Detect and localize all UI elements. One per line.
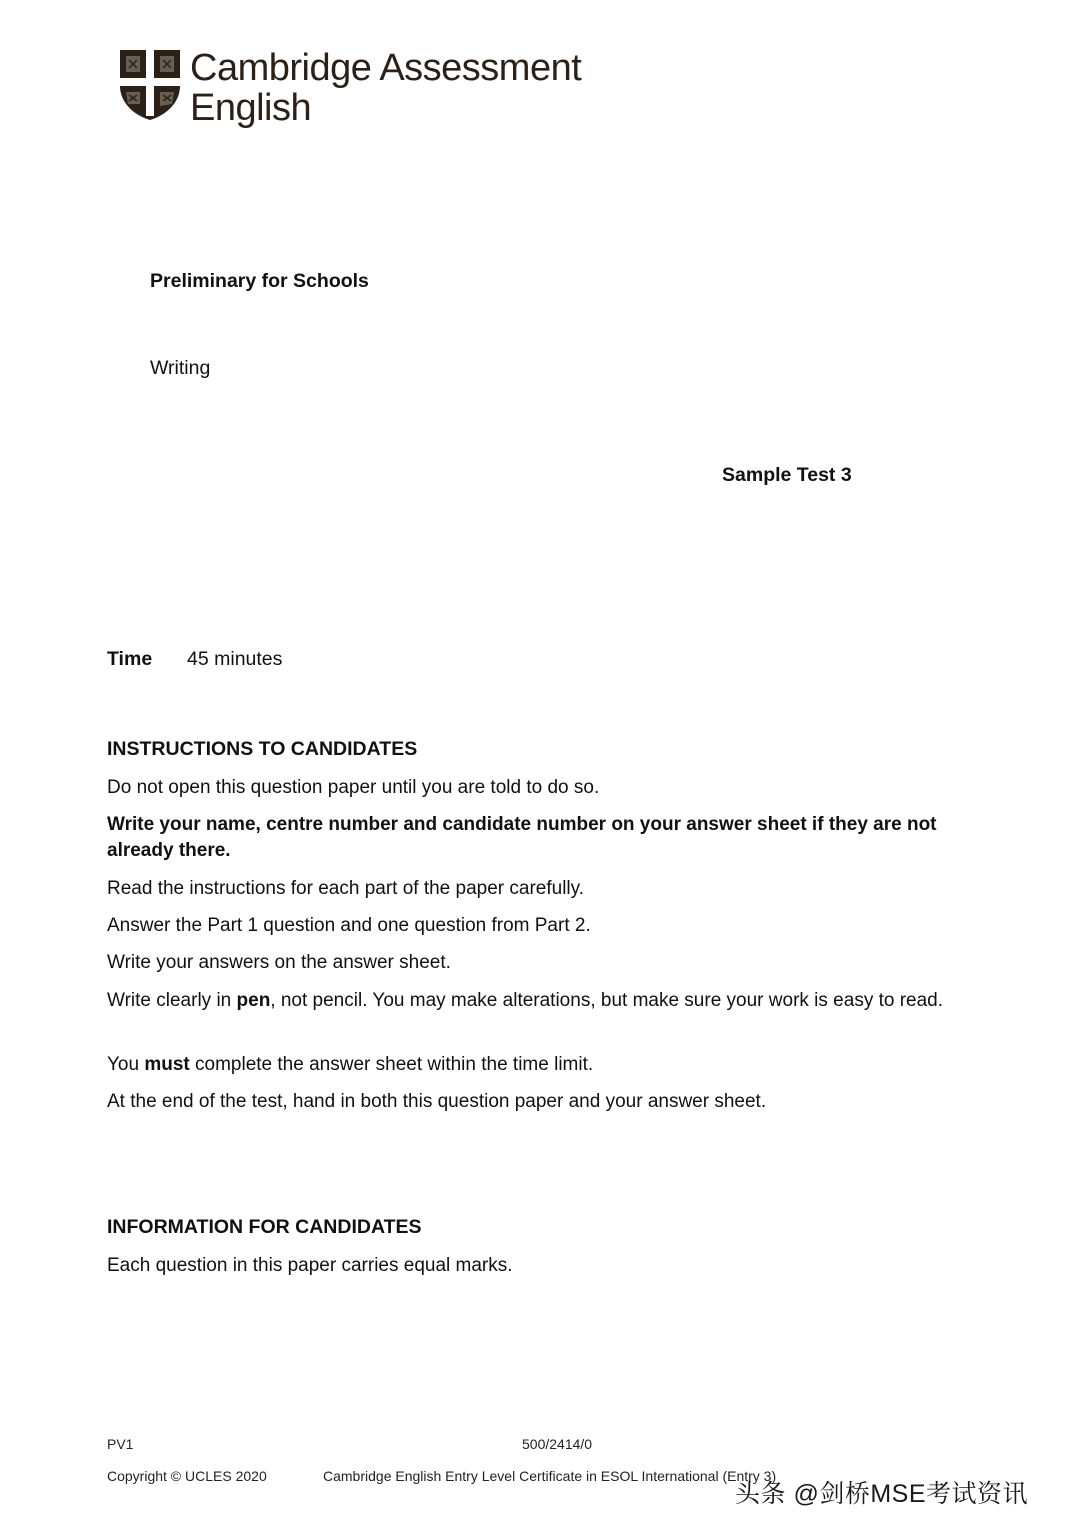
instruction-text: complete the answer sheet within the time limit. xyxy=(189,1054,594,1075)
copyright: Copyright © UCLES 2020 xyxy=(107,1468,267,1484)
watermark: 头条 @剑桥MSE考试资讯 xyxy=(735,1480,1028,1508)
org-name-line2: English xyxy=(190,87,312,129)
certificate-name: Cambridge English Entry Level Certificate in ESOL International (Entry 3) xyxy=(323,1468,777,1484)
org-name-line1: Cambridge Assessment xyxy=(190,47,582,89)
instruction-text: , not pencil. You may make alterations, but make sure your work is easy to read. xyxy=(270,990,944,1011)
instruction-line: Write your name, centre number and candidate number on your answer sheet if they are not already there. xyxy=(107,814,937,861)
time-row xyxy=(107,648,282,671)
cambridge-shield-icon xyxy=(118,48,182,122)
footer-code-left: PV1 xyxy=(107,1436,134,1452)
footer-code-center: 500/2414/0 xyxy=(522,1436,593,1452)
paper-name: Writing xyxy=(150,357,211,379)
test-label: Sample Test 3 xyxy=(722,464,852,486)
instruction-line: At the end of the test, hand in both this question paper and your answer sheet. xyxy=(107,1091,767,1112)
instruction-text: Write clearly in xyxy=(107,990,237,1011)
instruction-line xyxy=(107,1052,987,1078)
instruction-line: Read the instructions for each part of the paper carefully. xyxy=(107,878,585,899)
information-line: Each question in this paper carries equal marks. xyxy=(107,1255,513,1276)
cambridge-logo xyxy=(118,48,581,127)
instruction-line: Do not open this question paper until you are told to do so. xyxy=(107,777,600,798)
instruction-line xyxy=(107,988,987,1014)
instructions-heading: INSTRUCTIONS TO CANDIDATES xyxy=(107,738,418,760)
time-value: 45 minutes xyxy=(187,648,283,670)
instruction-emphasis: must xyxy=(144,1054,190,1075)
instruction-line: Write your answers on the answer sheet. xyxy=(107,952,451,973)
instruction-emphasis: pen xyxy=(236,990,271,1011)
instruction-text: You xyxy=(107,1054,145,1075)
instruction-line: Answer the Part 1 question and one question from Part 2. xyxy=(107,915,591,936)
time-label: Time xyxy=(107,648,153,670)
exam-name: Preliminary for Schools xyxy=(150,270,369,292)
information-heading: INFORMATION FOR CANDIDATES xyxy=(107,1216,422,1238)
